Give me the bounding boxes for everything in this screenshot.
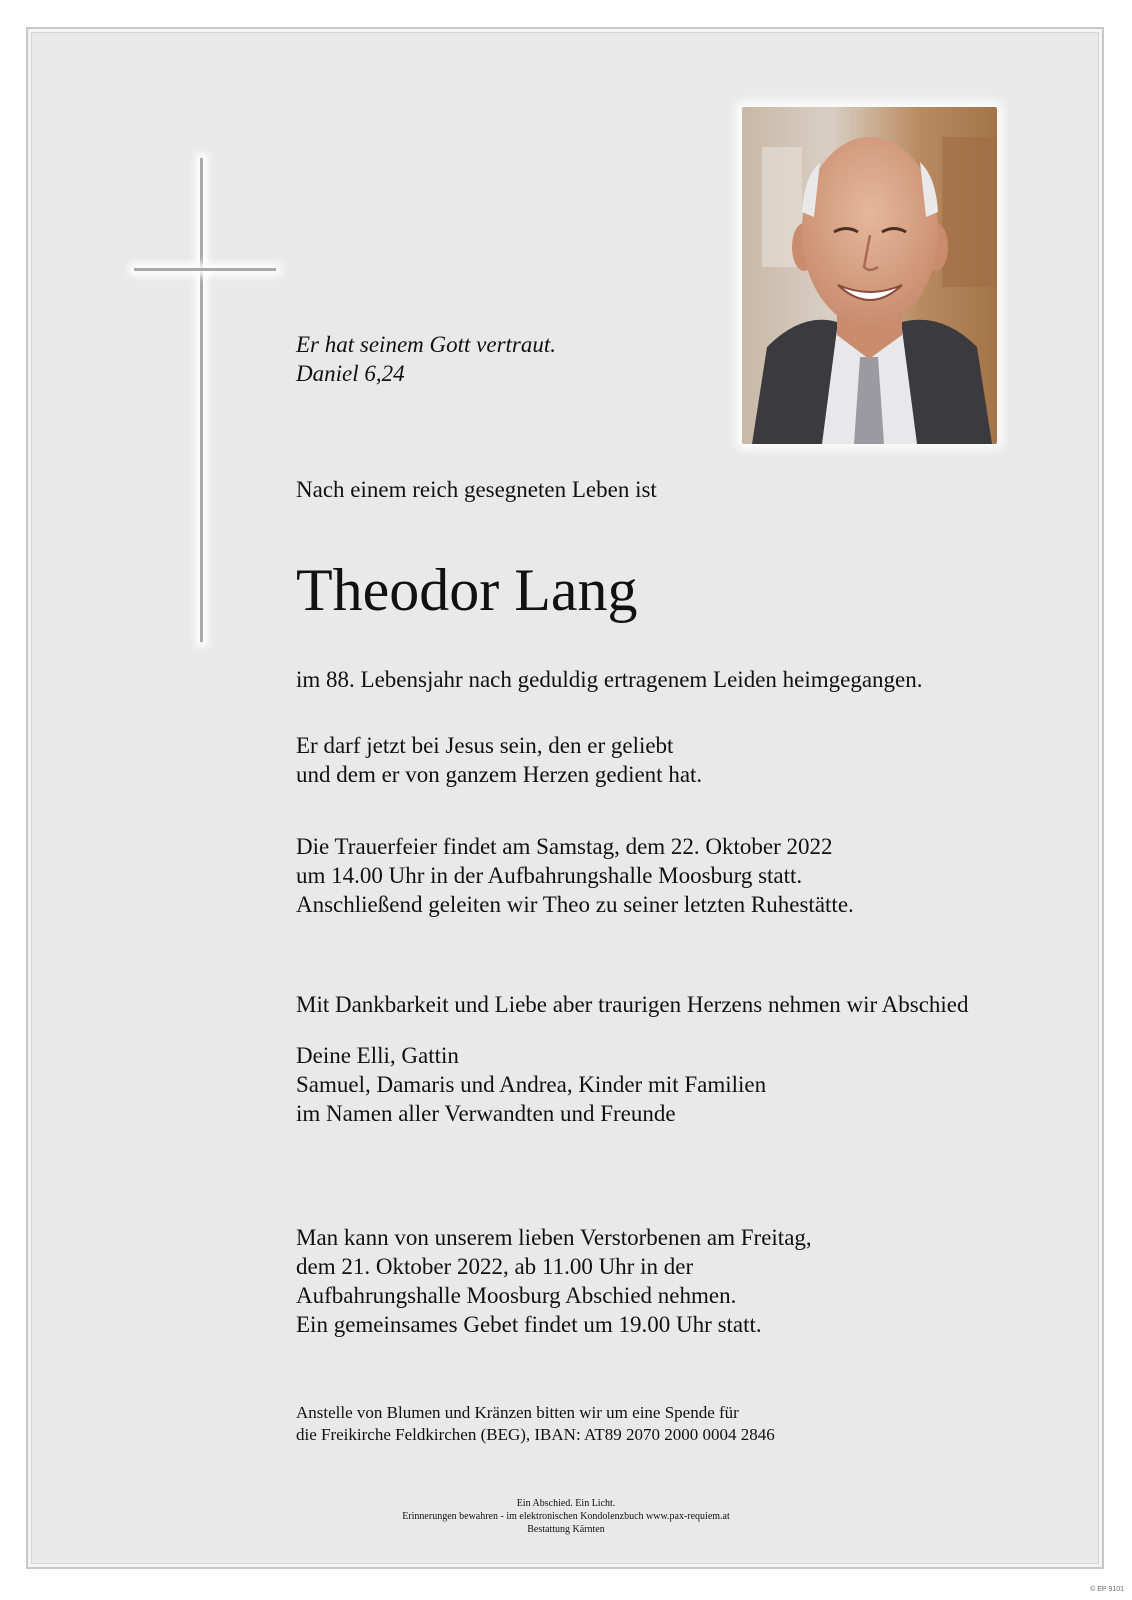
donation-line: Anstelle von Blumen und Kränzen bitten wir um eine Spende für bbox=[296, 1403, 739, 1422]
viewing-line: Ein gemeinsames Gebet findet um 19.00 Uhr statt. bbox=[296, 1312, 762, 1337]
donation-line: die Freikirche Feldkirchen (BEG), IBAN: AT89 2070 2000 0004 2846 bbox=[296, 1425, 775, 1444]
portrait-photo bbox=[742, 107, 997, 444]
deceased-name: Theodor Lang bbox=[296, 557, 638, 623]
cross-icon bbox=[120, 150, 290, 650]
viewing-line: Man kann von unserem lieben Verstorbenen am Freitag, bbox=[296, 1225, 812, 1250]
donation-note bbox=[296, 1402, 775, 1446]
service-line: Anschließend geleiten wir Theo zu seiner letzten Ruhestätte. bbox=[296, 892, 854, 917]
intro-line: Nach einem reich gesegneten Leben ist bbox=[296, 477, 657, 502]
family-line: Deine Elli, Gattin bbox=[296, 1043, 459, 1068]
quote-text: Er hat seinem Gott vertraut. bbox=[296, 332, 556, 357]
family-line: Samuel, Damaris und Andrea, Kinder mit Familien bbox=[296, 1072, 767, 1097]
footer-line: Erinnerungen bewahren - im elektronischen Kondolenzbuch www.pax-requiem.at bbox=[402, 1511, 730, 1522]
faith-line: und dem er von ganzem Herzen gedient hat. bbox=[296, 762, 703, 787]
quote-reference: Daniel 6,24 bbox=[296, 361, 405, 386]
viewing-line: dem 21. Oktober 2022, ab 11.00 Uhr in der bbox=[296, 1254, 694, 1279]
age-line: im 88. Lebensjahr nach geduldig ertragenem Leiden heimgegangen. bbox=[296, 667, 923, 692]
service-line: um 14.00 Uhr in der Aufbahrungshalle Moosburg statt. bbox=[296, 863, 803, 888]
corner-code: © EP 9101 bbox=[1090, 1586, 1124, 1593]
cross-vertical-bar bbox=[200, 158, 203, 642]
bible-quote bbox=[296, 330, 556, 388]
family-line: im Namen aller Verwandten und Freunde bbox=[296, 1101, 676, 1126]
service-line: Die Trauerfeier findet am Samstag, dem 22. Oktober 2022 bbox=[296, 834, 833, 859]
thanks-line: Mit Dankbarkeit und Liebe aber traurigen Herzens nehmen wir Abschied bbox=[296, 992, 969, 1017]
family-paragraph bbox=[296, 1041, 766, 1128]
footer-line: Bestattung Kärnten bbox=[527, 1524, 605, 1535]
viewing-paragraph bbox=[296, 1223, 812, 1339]
faith-paragraph bbox=[296, 731, 702, 789]
footer-line: Ein Abschied. Ein Licht. bbox=[516, 1498, 616, 1509]
viewing-line: Aufbahrungshalle Moosburg Abschied nehmen. bbox=[296, 1283, 737, 1308]
service-paragraph bbox=[296, 832, 854, 919]
cross-horizontal-bar bbox=[134, 268, 276, 271]
faith-line: Er darf jetzt bei Jesus sein, den er geliebt bbox=[296, 733, 674, 758]
footer bbox=[0, 1497, 1132, 1536]
